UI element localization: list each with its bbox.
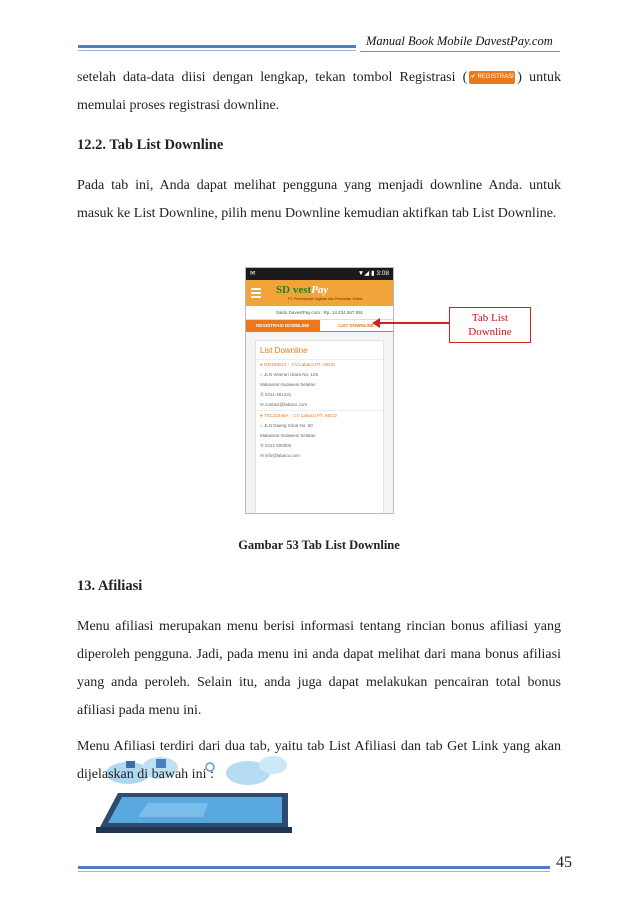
mail-icon: ✉ <box>250 270 256 277</box>
figure-caption: Gambar 53 Tab List Downline <box>238 538 400 552</box>
paragraph-registrasi <box>77 64 561 120</box>
para1-before: setelah data-data diisi dengan lengkap, tekan tombol Registrasi ( <box>77 70 468 85</box>
footer-rule-blue-thin <box>78 871 550 872</box>
list-downline-panel <box>255 340 384 514</box>
callout-arrow-head <box>372 318 380 328</box>
paragraph-list-downline: Pada tab ini, Anda dapat melihat pengguna yang menjadi downline Anda. untuk masuk ke List Downline, pilih menu Downline kemudian aktifkan tab List Downline. <box>77 178 561 221</box>
list-item-name[interactable]: ● HSI158021 - ,CV Labaco,PT. ABCD <box>260 362 336 367</box>
phone-screenshot <box>245 267 394 514</box>
list-item-address: ⌂ JLN Veteran Utara No. 125 <box>260 372 318 377</box>
phone-status-bar <box>246 268 393 280</box>
panel-title: List Downline <box>256 341 383 360</box>
header-rule-blue <box>78 45 356 48</box>
callout-line2: Downline <box>468 326 512 338</box>
paragraph-afiliasi-tabs: Menu Afiliasi terdiri dari dua tab, yaitu tab List Afiliasi dan tab Get Link yang akan dijelaskan di bawah ini : <box>77 739 561 782</box>
app-bar <box>246 280 393 306</box>
list-item-phone: ✆ 0411-500000 <box>260 443 292 448</box>
callout-tab-list-downline <box>449 307 531 343</box>
tab-bar <box>246 320 393 332</box>
header-title: Manual Book Mobile DavestPay.com <box>366 34 553 48</box>
tab-list-downline[interactable]: LIST DOWNLINE <box>320 320 394 332</box>
paragraph-afiliasi: Menu afiliasi merupakan menu berisi informasi tentang rincian bonus afiliasi yang diperoleh pengguna. Jadi, pada menu ini anda dapat melihat dari mana bonus afiliasi yang anda peroleh. Selain itu, anda juga dapat melakukan pencairan total bonus afiliasi pada menu ini. <box>77 619 561 718</box>
menu-icon[interactable] <box>251 288 261 300</box>
status-indicators: ▼◢ ▮ 3:08 <box>357 270 389 277</box>
saldo-label: Saldo DavestPay.com : Rp. 14.234.567.891 <box>246 306 393 320</box>
section-heading-12-2: 12.2. Tab List Downline <box>77 137 224 153</box>
app-logo: SD vestPay <box>276 284 329 296</box>
list-item-email: ✉ info@labaco.com <box>260 453 300 458</box>
callout-arrow-line <box>378 322 449 324</box>
page-number: 45 <box>556 854 572 871</box>
section-heading-13: 13. Afiliasi <box>77 578 143 594</box>
tablet-icon <box>96 793 292 833</box>
list-item-email: ✉ contact@labaco.com <box>256 400 383 411</box>
callout-line1: Tab List <box>471 312 509 324</box>
para1-after: ) untuk memulai proses registrasi downline. <box>77 70 561 113</box>
list-item-phone: ✆ 0411-451231 <box>260 392 292 397</box>
footer-rule-blue <box>78 866 550 869</box>
list-item-city: Makassar-Sulawesi Selatan <box>260 382 316 387</box>
header-rule-gray <box>360 51 560 52</box>
header-rule-blue-thin <box>78 50 356 51</box>
list-item-name[interactable]: ● TSC12345A - ,CV Labaco,PT. ABCD <box>260 413 337 418</box>
list-item-address: ⌂ JLN Daeng Sirua No. 60 <box>260 423 313 428</box>
list-item-city: Makassar-Sulawesi Selatan <box>260 433 316 438</box>
registrasi-button-image: ✔ REGISTRASI <box>469 71 515 84</box>
tab-registrasi-downline[interactable]: REGISTRASI DOWNLINE <box>246 320 320 332</box>
app-logo-subtitle: PT. Pembayaran Tagihan dan Pembelian Online <box>288 297 363 301</box>
